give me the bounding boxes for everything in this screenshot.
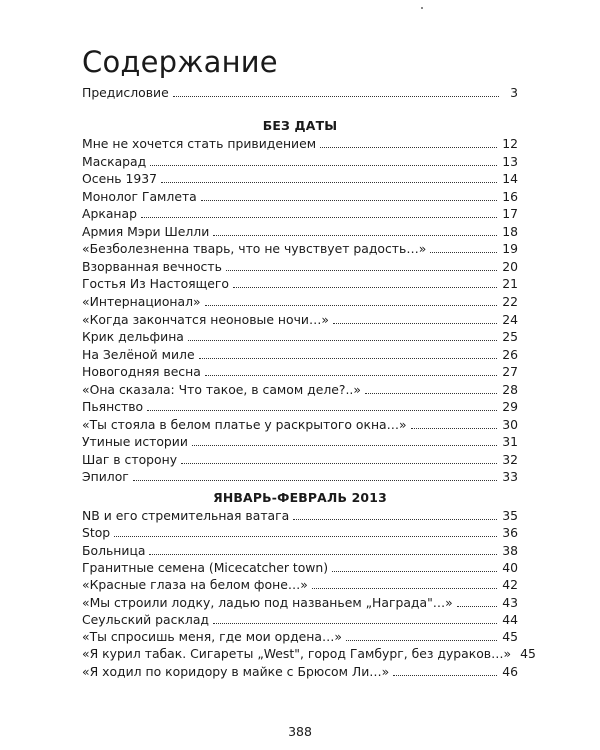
toc-entry-title: «Я ходил по коридору в майке с Брюсом Ли…» <box>82 663 390 679</box>
toc-entry-page: 33 <box>502 469 518 485</box>
toc-entry-title: Stop <box>82 525 111 541</box>
dot-leader <box>181 463 497 464</box>
toc-entry-title: На Зелёной миле <box>82 346 195 362</box>
dot-leader <box>457 606 497 607</box>
toc-entry-page: 19 <box>502 241 518 257</box>
toc-entry-page: 16 <box>502 188 518 204</box>
toc-entry-title: Больница <box>82 542 146 558</box>
dot-leader <box>320 147 497 148</box>
toc-entry-title: NB и его стремительная ватага <box>82 508 290 523</box>
toc-entry-title: Новогодняя весна <box>82 364 201 380</box>
toc-entry <box>82 170 518 187</box>
toc-entry-page: 35 <box>502 508 518 523</box>
dot-leader <box>233 287 497 288</box>
toc-entry-page: 45 <box>502 629 518 645</box>
toc-entry-title: «Красные глаза на белом фоне…» <box>82 577 308 593</box>
toc-entry-title: Взорванная вечность <box>82 258 222 274</box>
toc-entry <box>82 559 518 576</box>
page-title: Содержание <box>82 45 278 80</box>
toc-entry <box>82 153 518 170</box>
toc-entry-page: 43 <box>502 594 518 610</box>
toc-entry <box>82 611 518 628</box>
toc-entry-page: 44 <box>502 611 518 627</box>
dot-leader <box>199 358 498 359</box>
dot-leader <box>133 480 497 481</box>
dot-leader <box>430 252 497 253</box>
dot-leader <box>205 375 497 376</box>
toc-entry-title: Крик дельфина <box>82 329 184 345</box>
toc-entry-title: Предисловие <box>82 85 169 100</box>
dot-leader <box>192 445 497 446</box>
toc-entry-page: 17 <box>502 206 518 222</box>
toc-entry-title: Маскарад <box>82 153 147 169</box>
toc-entry-page: 20 <box>502 258 518 274</box>
dot-leader <box>226 270 497 271</box>
toc-entry-page: 18 <box>502 223 518 239</box>
toc-entry <box>82 293 518 310</box>
toc-entry-page: 45 <box>520 646 536 662</box>
toc-entry <box>82 433 518 450</box>
section-heading: ЯНВАРЬ-ФЕВРАЛЬ 2013 <box>213 490 387 505</box>
toc-entry-title: Гранитные семена (Micecatcher town) <box>82 559 329 575</box>
toc-entry-page: 36 <box>502 525 518 541</box>
toc-entry <box>82 346 518 363</box>
dot-leader <box>365 393 497 394</box>
toc-entry-page: 29 <box>502 399 518 415</box>
section-heading: БЕЗ ДАТЫ <box>262 118 338 133</box>
toc-entry-title: Монолог Гамлета <box>82 188 197 204</box>
toc-entry-title: Утиные истории <box>82 434 188 450</box>
toc-entry <box>82 363 518 380</box>
toc-entry-page: 14 <box>502 171 518 187</box>
toc-entry-title: Гостья Из Настоящего <box>82 276 230 292</box>
toc-entry-title: Эпилог <box>82 469 129 485</box>
dot-leader <box>149 554 497 555</box>
dot-leader <box>213 235 497 236</box>
toc-entry <box>82 451 518 468</box>
dot-leader <box>213 623 497 624</box>
toc-entry-title: «Она сказала: Что такое, в самом деле?..» <box>82 381 361 397</box>
toc-entry-title: «Ты спросишь меня, где мои ордена…» <box>82 629 342 645</box>
toc-entry-page: 31 <box>502 434 518 450</box>
toc-entry <box>82 381 518 398</box>
toc-entry-title: «Безболезненна тварь, что не чувствует радость…» <box>82 241 427 257</box>
dot-leader <box>147 410 497 411</box>
page-number: 388 <box>288 724 312 739</box>
toc-entry-preface <box>82 84 518 101</box>
toc-entry <box>82 542 518 559</box>
dot-leader <box>346 640 497 641</box>
toc-entry-title: Мне не хочется стать привидением <box>82 136 317 151</box>
toc-entry-page: 21 <box>502 276 518 292</box>
dot-leader <box>332 571 497 572</box>
toc-entry <box>82 275 518 292</box>
dot-leader <box>393 675 497 676</box>
toc-entry <box>82 240 518 257</box>
toc-entry <box>82 468 518 485</box>
dot-leader <box>333 323 497 324</box>
toc-entry <box>82 205 518 222</box>
toc-entry-page: 38 <box>502 542 518 558</box>
dot-leader <box>173 96 499 97</box>
toc-entry-title: «Ты стояла в белом платье у раскрытого окна…» <box>82 416 407 432</box>
toc-entry-title: Шаг в сторону <box>82 451 178 467</box>
toc-entry <box>82 645 536 662</box>
toc-entry <box>82 135 518 152</box>
toc-entry <box>82 311 518 328</box>
dot-leader <box>293 519 497 520</box>
toc-entry <box>82 223 518 240</box>
dot-leader <box>201 200 497 201</box>
toc-entry-page: 12 <box>502 136 518 151</box>
toc-entry-page: 26 <box>502 346 518 362</box>
toc-entry-page: 40 <box>502 559 518 575</box>
toc-entry <box>82 524 518 541</box>
toc-entry-title: Сеульский расклад <box>82 611 210 627</box>
dot-leader <box>114 536 497 537</box>
toc-entry-title: «Мы строили лодку, ладью под названьем „Награда"…» <box>82 594 453 610</box>
toc-entry <box>82 663 518 680</box>
toc-entry <box>82 416 518 433</box>
dot-leader <box>150 165 497 166</box>
toc-entry-title: Пьянство <box>82 399 144 415</box>
toc-entry-title: Осень 1937 <box>82 171 158 187</box>
dot-leader <box>188 340 497 341</box>
toc-entry-page: 3 <box>510 85 518 100</box>
toc-entry-page: 22 <box>502 293 518 309</box>
toc-entry <box>82 258 518 275</box>
toc-entry-page: 27 <box>502 364 518 380</box>
toc-entry-title: «Когда закончатся неоновые ночи…» <box>82 311 329 327</box>
toc-entry-title: «Я курил табак. Сигареты „West", город Гамбург, без дураков…» <box>82 646 512 662</box>
dot-leader <box>161 182 497 183</box>
toc-entry-title: «Интернационал» <box>82 293 201 309</box>
toc-entry-page: 42 <box>502 577 518 593</box>
toc-entry-page: 13 <box>502 153 518 169</box>
toc-entry-page: 24 <box>502 311 518 327</box>
toc-entry-page: 46 <box>502 663 518 679</box>
toc-entry <box>82 188 518 205</box>
toc-entry <box>82 328 518 345</box>
dot-leader <box>205 305 498 306</box>
toc-entry-page: 30 <box>502 416 518 432</box>
toc-entry <box>82 594 518 611</box>
dot-leader <box>312 588 497 589</box>
toc-entry <box>82 576 518 593</box>
print-speck <box>421 7 423 9</box>
toc-entry-page: 32 <box>502 451 518 467</box>
toc-entry <box>82 628 518 645</box>
toc-entry-page: 28 <box>502 381 518 397</box>
toc-entry <box>82 507 518 524</box>
toc-entry-title: Армия Мэри Шелли <box>82 223 210 239</box>
dot-leader <box>141 217 497 218</box>
toc-entry-title: Арканар <box>82 206 137 222</box>
dot-leader <box>411 428 498 429</box>
toc-entry-page: 25 <box>502 329 518 345</box>
toc-entry <box>82 398 518 415</box>
